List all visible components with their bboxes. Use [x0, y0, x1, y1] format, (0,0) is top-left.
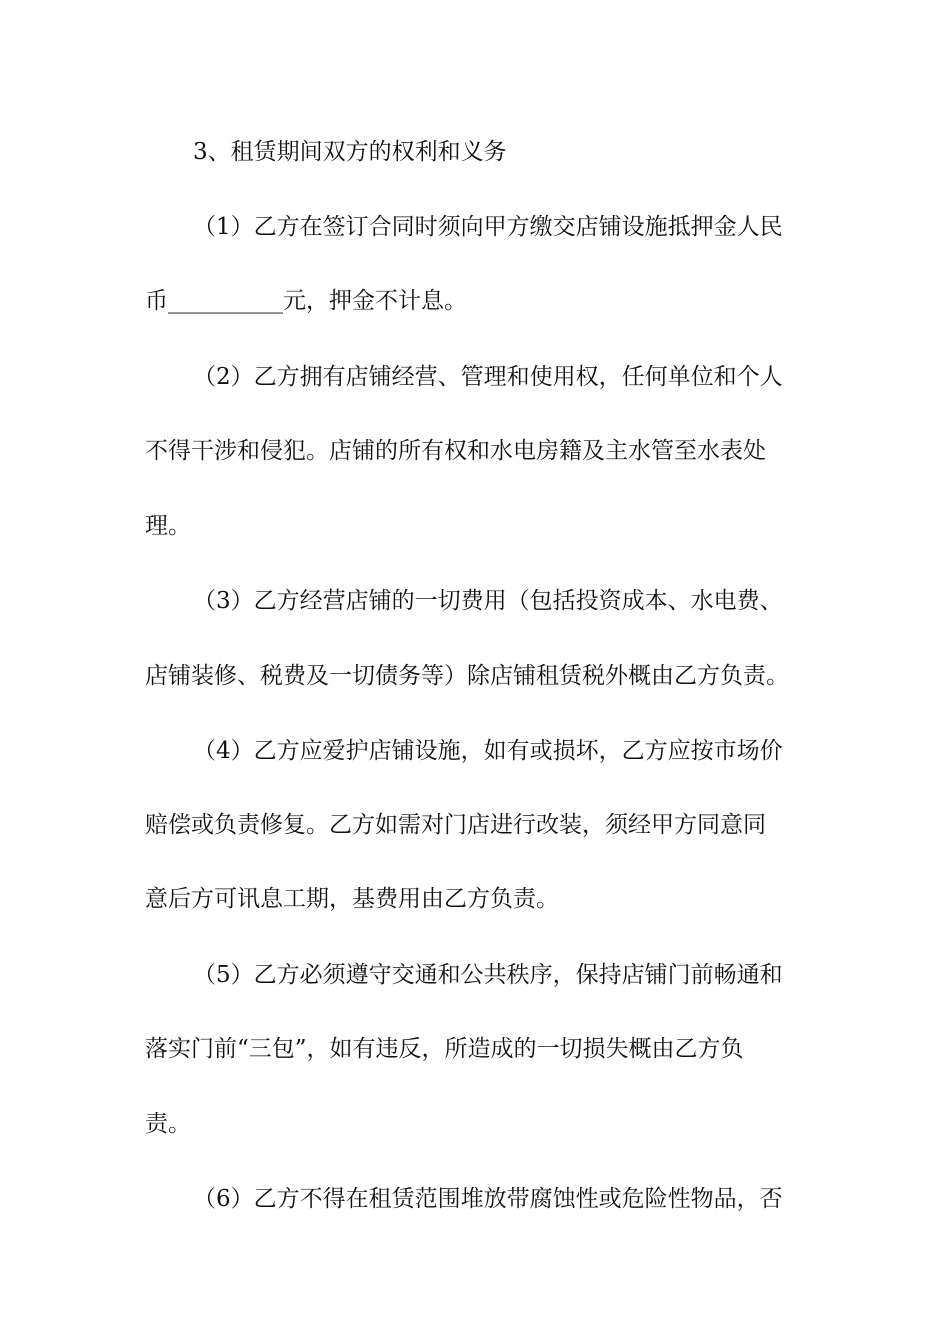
paragraph-4-line-2: 赔偿或负责修复。乙方如需对门店进行改装，须经甲方同意同: [145, 812, 766, 838]
paragraph-4-line-1: （4）乙方应爱护店铺设施，如有或损坏，乙方应按市场价: [193, 738, 783, 764]
section-heading: 3、租赁期间双方的权利和义务: [193, 139, 507, 165]
paragraph-5-line-3: 责。: [145, 1111, 191, 1137]
paragraph-5-line-1: （5）乙方必须遵守交通和公共秩序，保持店铺门前畅通和: [193, 962, 783, 988]
paragraph-4-line-3: 意后方可讯息工期，基费用由乙方负责。: [145, 886, 559, 912]
paragraph-2-line-1: （2）乙方拥有店铺经营、管理和使用权，任何单位和个人: [193, 364, 783, 390]
paragraph-3-line-1: （3）乙方经营店铺的一切费用（包括投资成本、水电费、: [193, 588, 783, 614]
paragraph-5-line-2: 落实门前“三包”，如有违反，所造成的一切损失概由乙方负: [145, 1036, 744, 1062]
paragraph-2-line-3: 理。: [145, 513, 191, 539]
paragraph-1-line-2: 币__________元，押金不计息。: [145, 288, 467, 314]
paragraph-2-line-2: 不得干涉和侵犯。店铺的所有权和水电房籍及主水管至水表处: [145, 438, 766, 464]
paragraph-6-line-1: （6）乙方不得在租赁范围堆放带腐蚀性或危险性物品，否: [193, 1186, 783, 1212]
paragraph-1-line-1: （1）乙方在签订合同时须向甲方缴交店铺设施抵押金人民: [193, 214, 783, 240]
paragraph-3-line-2: 店铺装修、税费及一切债务等）除店铺租赁税外概由乙方负责。: [145, 663, 789, 689]
